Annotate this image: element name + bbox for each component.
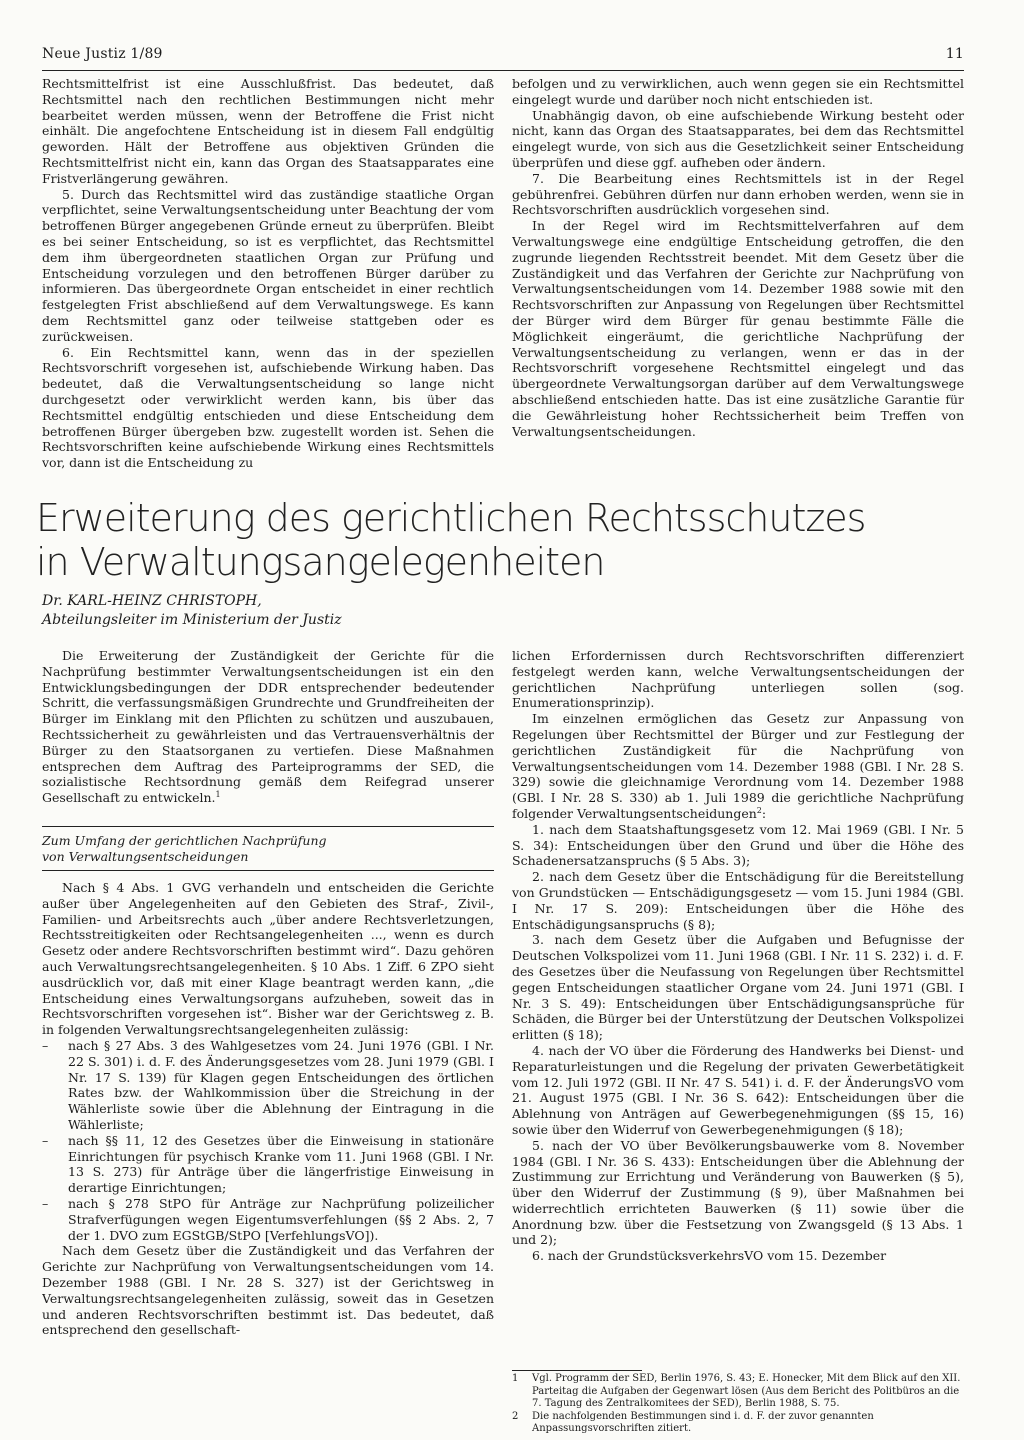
enumerated-item: 5. nach der VO über Bevölkerungsbauwerke vom 8. November 1984 (GBl. I Nr. 36 S. 433): Entscheidungen über die Ablehnung der Zustimmung zur Errichtung und Veränderung von Bauwerken (§ 5), über den Widerruf der Zustimmung (§ 9), über Maßnahmen bei widerrechtlich errichteten Bauwerken (§ 11) sowie über die Anordnung bzw. über die Festsetzung von Zwangsgeld (§ 13 Abs. 1 und 2); bbox=[512, 1137, 964, 1248]
paragraph-end: : bbox=[761, 805, 767, 821]
author-block bbox=[42, 592, 542, 630]
intro-paragraph-block bbox=[42, 648, 494, 824]
footnotes bbox=[512, 1373, 964, 1436]
author-name: Dr. KARL-HEINZ CHRISTOPH, bbox=[42, 593, 262, 609]
article-title bbox=[36, 496, 976, 584]
footnote-number: 2 bbox=[512, 1410, 519, 1422]
intro-paragraph bbox=[42, 648, 494, 806]
page-number: 11 bbox=[945, 46, 964, 62]
enumerated-item: 4. nach der VO über die Förderung des Handwerks bei Dienst- und Reparaturleistungen und die Regelung der privaten Gewerbetätigkeit vom 12. Juli 1972 (GBl. II Nr. 47 S. 541) i. d. F. der ÄnderungsVO vom 21. August 1975 (GBl. I Nr. 36 S. 642): Entscheidungen über die Ablehnung von Anträgen auf Gewerbegenehmigungen (§§ 15, 16) sowie über den Widerruf von Gewerbegenehmigungen (§ 18); bbox=[512, 1042, 964, 1137]
header-rule bbox=[42, 70, 964, 71]
paragraph: Nach § 4 Abs. 1 GVG verhandeln und entscheiden die Gerichte außer über Angelegenheiten auf den Gebieten des Straf-, Zivil-, Familien- und Arbeitsrechts auch „über andere Rechtsverletzungen, Rechtsstreitigkeiten oder Rechtsangelegenheiten ..., wenn es durch Gesetz oder andere Rechtsvorschriften bestimmt wird“. Dazu gehören auch Verwaltungsrechtsangelegenheiten. § 10 Abs. 1 Ziff. 6 ZPO sieht ausdrücklich vor, daß mit einer Klage beantragt werden kann, „die Entscheidung eines Verwaltungsorgans aufzuheben, soweit das in Rechtsvorschriften vorgesehen ist“. Bisher war der Gerichtsweg z. B. in folgenden Verwaltungsrechtsangelegenheiten zulässig: bbox=[42, 880, 494, 1038]
list-item: – nach §§ 11, 12 des Gesetzes über die Einweisung in stationäre Einrichtungen für psychisch Kranke vom 11. Juni 1968 (GBl. I Nr. 13 S. 273) für Anträge über die längerfristige Einweisung in derartige Einrichtungen; bbox=[42, 1133, 494, 1196]
enumerated-item: 3. nach dem Gesetz über die Aufgaben und Befugnisse der Deutschen Volkspolizei vom 11. Juni 1968 (GBl. I Nr. 11 S. 232) i. d. F. des Gesetzes über die Neufassung von Regelungen über Rechtsmittel gegen Entscheidungen staatlicher Organe vom 24. Juni 1971 (GBl. I Nr. 3 S. 49): Entscheidungen über Entschädigungsansprüche für Schäden, die Bürger bei der Unterstützung der Deutschen Volkspolizei erlitten (§ 18); bbox=[512, 932, 964, 1043]
section-subheading bbox=[42, 833, 488, 865]
running-header bbox=[42, 46, 964, 70]
paragraph: Rechtsmittelfrist ist eine Ausschlußfrist. Das bedeutet, daß Rechtsmittel nach den rechtlichen Bestimmungen nicht mehr bearbeitet werden müssen, wenn der Betroffene die Frist nicht einhält. Die angefochtene Entscheidung ist in diesem Fall endgültig geworden. Hält der Betroffene aus objektiven Gründen die Rechtsmittelfrist nicht ein, kann das Organ des Staatsapparates eine Fristverlängerung gewähren. bbox=[42, 76, 494, 186]
paragraph: 5. Durch das Rechtsmittel wird das zuständige staatliche Organ verpflichtet, seine Verwaltungsentscheidung unter Beachtung der vom betroffenen Bürger angegebenen Gründe erneut zu überprüfen. Bleibt es bei seiner Entscheidung, so ist es verpflichtet, das Rechtsmittel dem ihm übergeordneten staatlichen Organ zur Prüfung und Entscheidung vorzulegen und den betroffenen Bürger darüber zu informieren. Das übergeordnete Organ entscheidet in einer rechtlich festgelegten Frist abschließend auf dem Verwaltungswege. Es kann dem Rechtsmittel ganz oder teilweise stattgeben oder es zurückweisen. bbox=[42, 186, 494, 344]
paragraph: In der Regel wird im Rechtsmittelverfahren auf dem Verwaltungswege eine endgültige Entscheidung getroffen, die den zugrunde liegenden Rechtsstreit beendet. Mit dem Gesetz über die Zuständigkeit und das Verfahren der Gerichte zur Nachprüfung von Verwaltungsentscheidungen vom 14. Dezember 1988 sowie mit den Rechtsvorschriften zur Anpassung von Regelungen über Rechtsmittel der Bürger wird dem Bürger für genau bestimmte Fälle die Möglichkeit eingeräumt, die gerichtliche Nachprüfung der Verwaltungsentscheidung zu verlangen, wenn er das in der Rechtsvorschrift vorgesehene Rechtsmittel eingelegt und das übergeordnete Verwaltungsorgan darüber auf dem Verwaltungswege abschließend entschieden hatte. Das ist eine zusätzliche Garantie für die Gewährleistung hoher Rechtssicherheit beim Treffen von Verwaltungsentscheidungen. bbox=[512, 218, 964, 439]
enumerated-item: 1. nach dem Staatshaftungsgesetz vom 12. Mai 1969 (GBl. I Nr. 5 S. 34): Entscheidungen über den Grund und über die Höhe des Schadenersatzanspruchs (§ 5 Abs. 3); bbox=[512, 821, 964, 869]
paragraph: Nach dem Gesetz über die Zuständigkeit und das Verfahren der Gerichte zur Nachprüfung von Verwaltungsentscheidungen vom 14. Dezember 1988 (GBl. I Nr. 28 S. 327) ist der Gerichtsweg in Verwaltungsrechtsangelegenheiten zulässig, soweit das in Gesetzen und anderen Rechtsvorschriften bestimmt ist. Das bedeutet, daß entsprechend den gesellschaft- bbox=[42, 1243, 494, 1338]
intro-text: Die Erweiterung der Zuständigkeit der Gerichte für die Nachprüfung bestimmter Verwaltungsentscheidungen ist ein den Entwicklungsbedingungen der DDR entsprechender bedeutender Schritt, die verfassungsmäßigen Grundrechte und Grundfreiheiten der Bürger im Einklang mit den Pflichten zu schützen und auszubauen, Rechtssicherheit zu gewährleisten und das Vertrauensverhältnis der Bürger zu den Staatsorganen zu vertiefen. Diese Maßnahmen entsprechen dem Auftrag des Parteiprogramms der SED, die sozialistische Rechtsordnung gemäß dem Reifegrad unserer Gesellschaft zu entwickeln. bbox=[42, 648, 494, 806]
paragraph: Unabhängig davon, ob eine aufschiebende Wirkung besteht oder nicht, kann das Organ des Staatsapparates, bei dem das Rechtsmittel eingelegt wurde, von sich aus die Gesetzlichkeit seiner Entscheidung überprüfen und diese ggf. aufheben oder ändern. bbox=[512, 107, 964, 170]
subhead-rule-bottom bbox=[42, 870, 494, 871]
prev-article-right-column bbox=[512, 76, 964, 486]
subheading-line: Zum Umfang der gerichtlichen Nachprüfung bbox=[42, 833, 327, 848]
paragraph: 6. Ein Rechtsmittel kann, wenn das in der speziellen Rechtsvorschrift vorgesehen ist, aufschiebende Wirkung haben. Das bedeutet, daß die Verwaltungsentscheidung so lange nicht durchgesetzt oder verwirklicht werden kann, bis über das Rechtsmittel endgültig entschieden und diese Entscheidung dem betroffenen Bürger übergeben bzw. zugestellt worden ist. Sehen die Rechtsvorschriften keine aufschiebende Wirkung eines Rechtsmittels vor, dann ist die Entscheidung zu bbox=[42, 344, 494, 471]
footnote-number: 1 bbox=[512, 1373, 519, 1384]
author-role: Abteilungsleiter im Ministerium der Justiz bbox=[42, 612, 342, 628]
subheading-line: von Verwaltungsentscheidungen bbox=[42, 849, 249, 864]
article-right-column bbox=[512, 648, 964, 1366]
footnote-rule bbox=[512, 1370, 642, 1371]
paragraph: 7. Die Bearbeitung eines Rechtsmittels ist in der Regel gebührenfrei. Gebühren dürfen nur dann erhoben werden, wenn sie in Rechtsvorschriften ausdrücklich vorgesehen sind. bbox=[512, 170, 964, 218]
paragraph-text: Im einzelnen ermöglichen das Gesetz zur Anpassung von Regelungen über Rechtsmittel der Bürger und zur Festlegung der gerichtlichen Zuständigkeit für die Nachprüfung von Verwaltungsentscheidungen vom 14. Dezember 1988 (GBl. I Nr. 28 S. 329) sowie die gleichnamige Verordnung vom 14. Dezember 1988 (GBl. I Nr. 28 S. 330) ab 1. Juli 1989 die gerichtliche Nachprüfung folgender Verwaltungsentscheidungen bbox=[512, 711, 964, 821]
journal-issue: Neue Justiz 1/89 bbox=[42, 46, 163, 62]
footnote-text: Vgl. Programm der SED, Berlin 1976, S. 43; E. Honecker, Mit dem Blick auf den XII. Parteitag die Aufgaben der Gegenwart lösen (Aus dem Bericht des Politbüros an die 7. Tagung des Zentralkomitees der SED), Berlin 1988, S. 75. bbox=[532, 1373, 961, 1410]
paragraph: befolgen und zu verwirklichen, auch wenn gegen sie ein Rechtsmittel eingelegt wurde und darüber noch nicht entschieden ist. bbox=[512, 76, 964, 107]
article-title-line: Erweiterung des gerichtlichen Rechtsschutzes bbox=[36, 496, 866, 540]
paragraph bbox=[512, 711, 964, 822]
bullet-list bbox=[42, 1038, 494, 1243]
footnote-text: Die nachfolgenden Bestimmungen sind i. d. F. der zuvor genannten Anpassungsvorschriften zitiert. bbox=[532, 1410, 874, 1435]
enumerated-item: 2. nach dem Gesetz über die Entschädigung für die Bereitstellung von Grundstücken — Entschädigungsgesetz — vom 15. Juni 1984 (GBl. I Nr. 17 S. 209): Entscheidungen über die Höhe des Entschädigungsanspruchs (§ 8); bbox=[512, 869, 964, 932]
enumerated-item: 6. nach der GrundstücksverkehrsVO vom 15. Dezember bbox=[532, 1248, 887, 1264]
list-item: – nach § 278 StPO für Anträge zur Nachprüfung polizeilicher Strafverfügungen wegen Eigentumsverfehlungen (§§ 2 Abs. 2, 7 der 1. DVO zum EGStGB/StPO [VerfehlungsVO]). bbox=[42, 1196, 494, 1243]
footnote-ref: 1 bbox=[215, 790, 221, 800]
list-item: – nach § 27 Abs. 3 des Wahlgesetzes vom 24. Juni 1976 (GBl. I Nr. 22 S. 301) i. d. F. des Änderungsgesetzes vom 28. Juni 1979 (GBl. I Nr. 17 S. 139) für Klagen gegen Entscheidungen des örtlichen Rates bzw. der Wahlkommission über die Streichung in der Wählerliste sowie über die Ablehnung der Eintragung in die Wählerliste; bbox=[42, 1038, 494, 1133]
subhead-rule-top bbox=[42, 826, 494, 827]
article-title-line: in Verwaltungsangelegenheiten bbox=[36, 540, 605, 584]
footnote bbox=[512, 1411, 964, 1436]
footnote bbox=[512, 1373, 964, 1411]
paragraph: lichen Erfordernissen durch Rechtsvorschriften differenziert festgelegt werden kann, welche Verwaltungsentscheidungen der gerichtlichen Nachprüfung unterliegen sollen (sog. Enumerationsprinzip). bbox=[512, 648, 964, 711]
article-left-column bbox=[42, 880, 494, 1380]
prev-article-left-column bbox=[42, 76, 494, 486]
footnote-ref: 2 bbox=[756, 805, 762, 815]
